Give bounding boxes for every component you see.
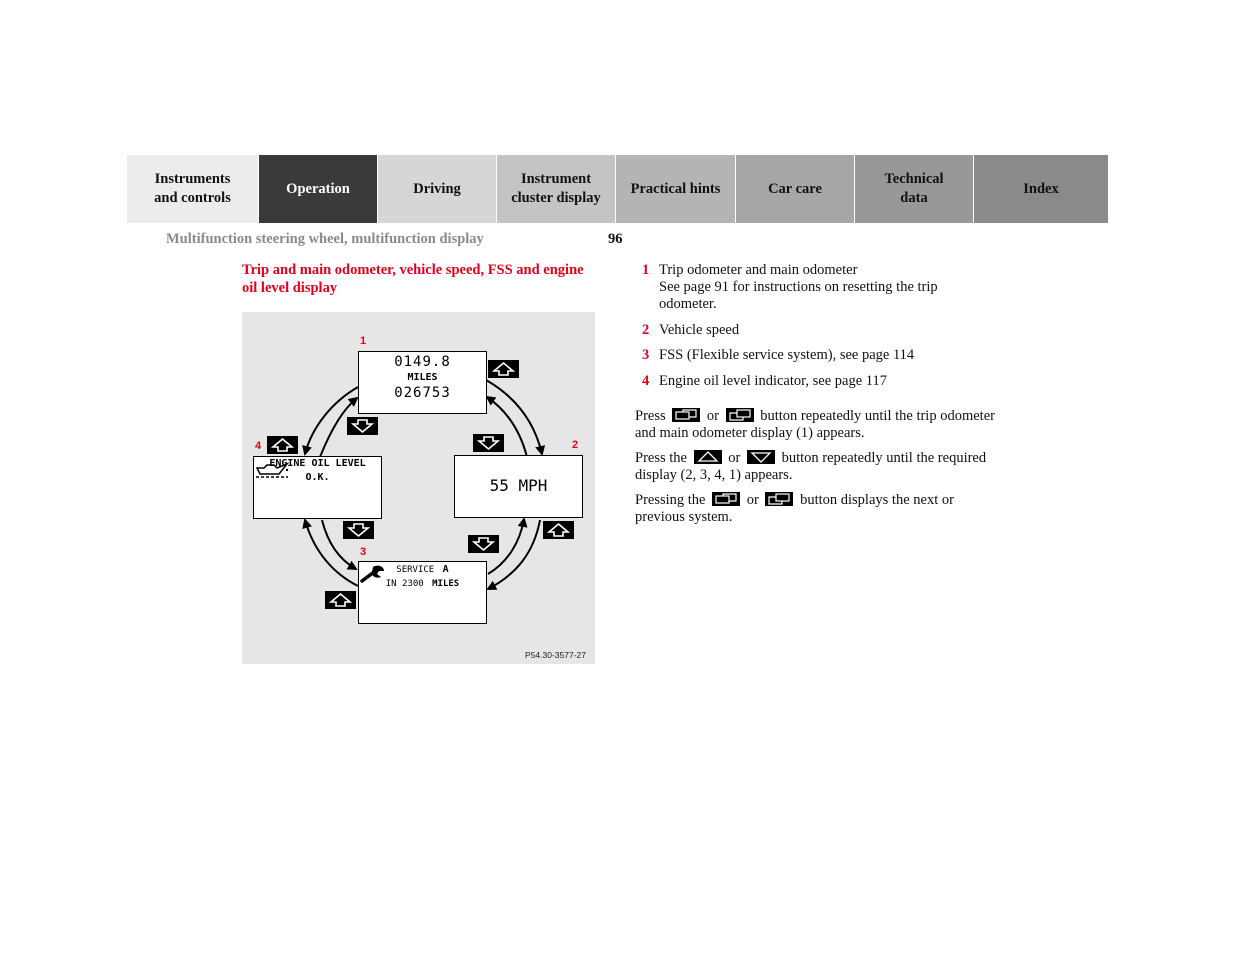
instruction-paragraph-2: Press the or button repeatedly until the required display (2, 3, 4, 1) appears.: [635, 450, 987, 483]
callout-4: 4: [255, 440, 262, 452]
instruction-paragraph-1: Press or button repeatedly until the trip odometer and main odometer display (1) appears.: [635, 408, 995, 441]
oil-level-display: [253, 456, 382, 519]
chapter-tabs: [127, 155, 1108, 223]
legend-text: Trip odometer and main odometer: [659, 262, 858, 278]
tab-driving[interactable]: Driving: [378, 155, 497, 223]
legend-item: [635, 373, 995, 390]
service-label: SERVICE: [396, 565, 435, 575]
display-back-icon: [765, 492, 793, 506]
tab-index[interactable]: Index: [974, 155, 1108, 223]
arrow-up-icon: [325, 591, 356, 609]
arrow-down-icon: [747, 450, 775, 464]
legend-subtext: See page 91 for instructions on resetting the trip odometer.: [659, 279, 938, 312]
arrow-path: [488, 520, 540, 589]
legend-item: [635, 322, 995, 339]
section-title: Trip and main odometer, vehicle speed, FSS and engine oil level display: [242, 262, 584, 296]
arrow-down-icon: [473, 434, 504, 452]
service-distance: IN 2300: [385, 579, 424, 589]
arrow-up-icon: [543, 521, 574, 539]
trip-odometer-value: 0149.8: [394, 354, 451, 370]
display-back-icon: [726, 408, 754, 422]
arrow-up-icon: [267, 436, 298, 454]
service-grade: A: [442, 564, 449, 575]
tab-practical-hints[interactable]: Practical hints: [616, 155, 736, 223]
legend-text: Vehicle speed: [659, 321, 740, 338]
legend-text: FSS (Flexible service system), see page 114: [659, 347, 915, 363]
legend-number: 4: [642, 372, 650, 389]
arrow-down-icon: [343, 521, 374, 539]
arrow-up-icon: [488, 360, 519, 378]
display-cycle-figure: [242, 312, 595, 664]
tab-instrument-cluster-display[interactable]: Instrument cluster display: [497, 155, 616, 223]
tab-operation[interactable]: Operation: [259, 155, 378, 223]
arrow-down-icon: [347, 417, 378, 435]
tab-instruments-and-controls[interactable]: Instruments and controls: [127, 155, 259, 223]
speed-display: [454, 455, 583, 518]
wrench-icon: [359, 564, 387, 584]
callout-2: 2: [572, 439, 579, 451]
legend-item: [635, 347, 995, 364]
legend-item: [635, 262, 995, 313]
oil-can-icon: [254, 460, 290, 480]
vehicle-speed-value: 55 MPH: [489, 476, 548, 495]
legend-number: 3: [642, 347, 650, 363]
service-unit: MILES: [432, 579, 460, 589]
callout-1: 1: [360, 335, 367, 347]
running-title: Multifunction steering wheel, multifunction display: [166, 231, 484, 247]
service-display: [358, 561, 487, 624]
figure-reference: P54.30-3577-27: [525, 650, 586, 660]
legend-number: 2: [642, 321, 650, 338]
tab-car-care[interactable]: Car care: [736, 155, 855, 223]
odometer-display: [358, 351, 487, 414]
display-forward-icon: [672, 408, 700, 422]
page-number: 96: [608, 231, 623, 247]
figure-legend: [635, 262, 995, 398]
callout-3: 3: [360, 546, 367, 558]
main-odometer-value: 026753: [394, 385, 451, 401]
legend-text: Engine oil level indicator, see page 117: [659, 372, 887, 389]
legend-number: 1: [642, 262, 650, 278]
oil-level-title: ENGINE OIL LEVEL: [269, 458, 366, 469]
tab-technical-data[interactable]: Technical data: [855, 155, 974, 223]
arrow-down-icon: [468, 535, 499, 553]
instruction-paragraph-3: Pressing the or button displays the next or previous system.: [635, 492, 954, 525]
oil-level-status: O.K.: [305, 472, 330, 483]
display-forward-icon: [712, 492, 740, 506]
odometer-unit: MILES: [407, 372, 438, 383]
arrow-up-icon: [694, 450, 722, 464]
